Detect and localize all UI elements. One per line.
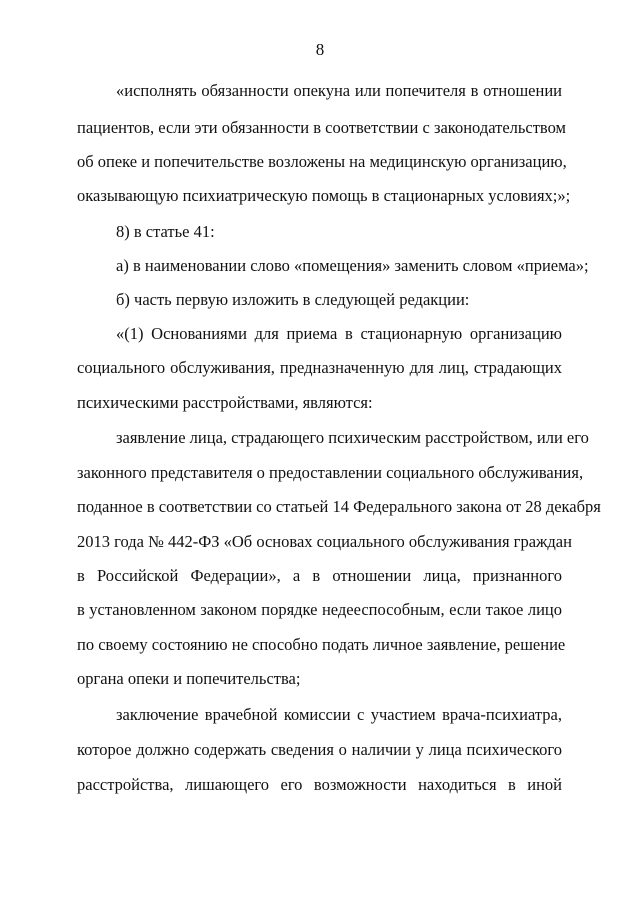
text-line: оказывающую психиатрическую помощь в стационарных условиях;»;	[77, 186, 571, 205]
text-line: в установленном законом порядке недееспособным, если такое лицо	[77, 600, 562, 619]
text-line: расстройства, лишающего его возможности находиться в иной	[77, 775, 562, 794]
text-line: «(1) Основаниями для приема в стационарную организацию	[116, 324, 562, 343]
text-line: по своему состоянию не способно подать личное заявление, решение	[77, 635, 566, 654]
text-line: законного представителя о предоставлении социального обслуживания,	[77, 463, 584, 482]
text-line: пациентов, если эти обязанности в соответствии с законодательством	[77, 118, 566, 137]
text-line: поданное в соответствии со статьей 14 Федерального закона от 28 декабря	[77, 497, 601, 516]
text-line: а) в наименовании слово «помещения» заменить словом «приема»;	[116, 256, 589, 275]
text-line: 8) в статье 41:	[116, 222, 215, 241]
text-line: заключение врачебной комиссии с участием врача-психиатра,	[116, 705, 562, 724]
text-line: социального обслуживания, предназначенную для лиц, страдающих	[77, 358, 562, 377]
text-line: в Российской Федерации», а в отношении лица, признанного	[77, 566, 562, 585]
text-line: органа опеки и попечительства;	[77, 669, 301, 688]
text-line: «исполнять обязанности опекуна или попечителя в отношении	[116, 81, 562, 100]
text-line: об опеке и попечительстве возложены на медицинскую организацию,	[77, 152, 567, 171]
text-line: б) часть первую изложить в следующей редакции:	[116, 290, 470, 309]
text-line: которое должно содержать сведения о наличии у лица психического	[77, 740, 562, 759]
text-line: 2013 года № 442-ФЗ «Об основах социального обслуживания граждан	[77, 532, 572, 551]
text-line: заявление лица, страдающего психическим расстройством, или его	[116, 428, 589, 447]
page-number: 8	[315, 40, 325, 59]
text-line: психическими расстройствами, являются:	[77, 393, 373, 412]
